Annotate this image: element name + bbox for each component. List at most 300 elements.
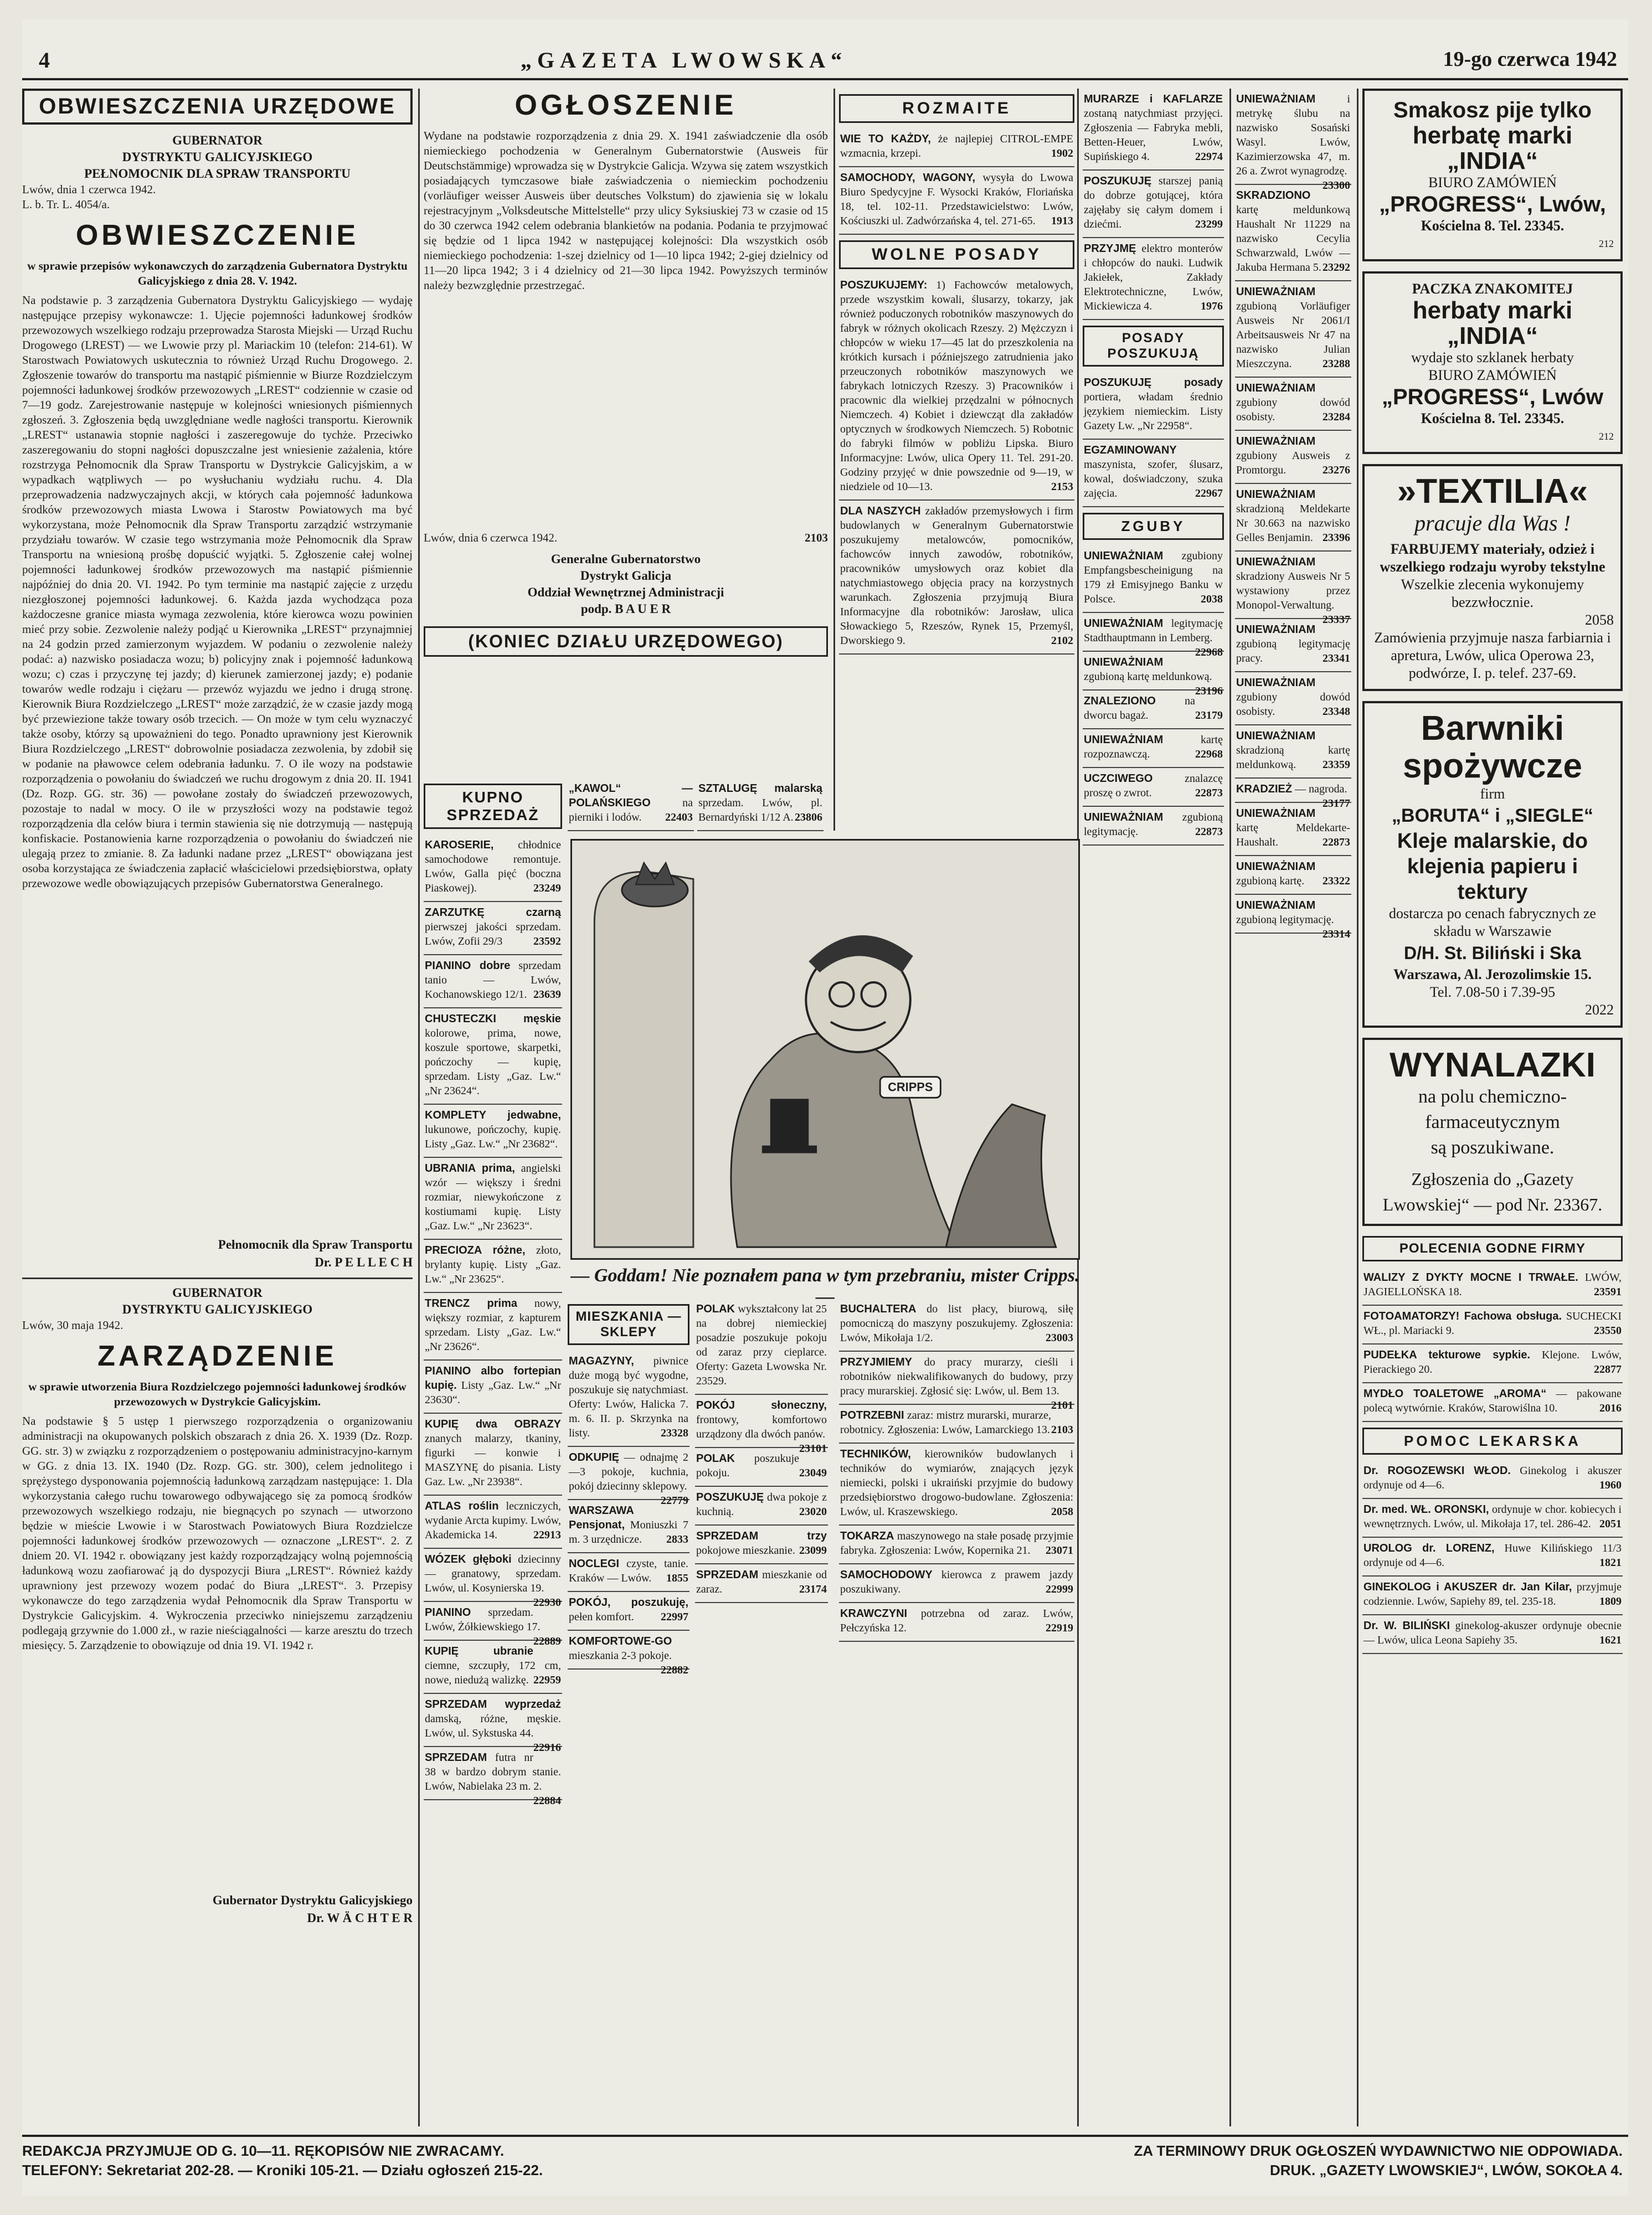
classified-ad <box>1083 545 1224 613</box>
classified-ad <box>1235 803 1351 856</box>
classified-ad <box>695 1526 828 1564</box>
ad-text: — pakowane polecą wytwórnie. Kraków, Starowiślna 10. <box>1363 1388 1622 1414</box>
ad-text: portiera, władam średnio językiem niemieckim. Listy Gazety Lw. „Nr 22958“. <box>1084 391 1223 432</box>
page-footer <box>22 2135 1628 2178</box>
reference-number: L. b. Tr. L. 4054/a. <box>22 198 110 211</box>
housing-ads-column <box>568 1299 689 2126</box>
order-subtitle: w sprawie utworzenia Biura Rozdzielczego pojemności ładunkowej środków przewozowych w Dystrykcie Galicyjskim. <box>28 1380 406 1408</box>
classified-ad <box>1083 238 1224 320</box>
ad-heading: TRENCZ prima <box>425 1297 517 1310</box>
classified-ad <box>424 902 562 955</box>
ad-text: chłodnice samochodowe remontuje. Lwów, Galla pięć (boczna Piaskowej). <box>425 839 561 894</box>
ad-number: 22882 <box>661 1664 688 1676</box>
ad-text: pierwszej jakości sprzedam. Lwów, Zofii 29/3 <box>425 921 561 947</box>
announcement-body: Wydane na podstawie rozporządzenia z dnia 29. X. 1941 zaświadczenie dla osób niemieckiego pochodzenia w Generalnym Gubernatorstwie (Ausweis für Deutschstämmige) wprowadza się w Dystrykcie Galicja. Wzywa się zatem wszystkich posiadających tymczasowe białe zaświadczenia o niemieckim pochodzeniu (vorläufiger weisser Ausweis über deutsches Volkstum) do zjawienia się w lokalu rejestracyjnym „Volksdeutsche Mittelstelle“ przy ulicy Syksiuskiej 73 w czasie od 15 do 30 czerwca 1942 celem odebrania blankietów na podania. Podania te przyjmować się będzie od 1 lipca 1942 w następującej kolejności: Dla wszystkich osób niemieckiego pochodzenia: 1-szej dzielnicy od 1—10 lipca 1942; 2-giej dzielnicy od 11—20 lipca 1942; 3 i 4 dzielnicy od 21—30 lipca 1942. Powyższych terminów należy bezwzględnie przestrzegać. <box>424 129 828 292</box>
classified-ad <box>1083 89 1224 171</box>
ad-line: D/H. St. Biliński i Ska <box>1403 943 1582 963</box>
ad-heading: PIANINO <box>425 1606 471 1619</box>
ad-line: dostarcza po cenach fabrycznych ze składu w Warszawie <box>1389 905 1596 939</box>
classified-ad <box>424 955 562 1008</box>
ad-heading: UNIEWAŻNIAM <box>1236 93 1316 105</box>
cartoon-caption: — Goddam! Nie poznałem pana w tym przebraniu, mister Cripps. — <box>570 1265 1080 1307</box>
classified-ad <box>1362 1383 1623 1422</box>
ad-number: 23177 <box>1322 797 1350 810</box>
ad-number: 22930 <box>533 1596 561 1609</box>
ad-line: „PROGRESS“, Lwów <box>1381 385 1604 409</box>
ad-number: 22959 <box>533 1674 561 1686</box>
ad-number: 2153 <box>1051 481 1073 493</box>
classified-ad <box>839 1352 1074 1412</box>
column-divider <box>418 89 420 2126</box>
ad-number: 2051 <box>1599 1518 1622 1530</box>
notice-subtitle: w sprawie przepisów wykonawczych do zarządzenia Gubernatora Dystryktu Galicyjskiego z dnia 28. V. 1942. <box>27 259 408 287</box>
classified-ad <box>839 501 1074 655</box>
classified-ad <box>424 1361 562 1414</box>
ad-heading: POKÓJ słoneczny, <box>696 1399 827 1412</box>
footer-right <box>941 2142 1623 2181</box>
jobs-row-top <box>839 778 1074 839</box>
ad-heading: POLAK <box>696 1303 735 1315</box>
ad-heading: CHUSTECZKI męskie <box>425 1013 561 1025</box>
announcement-number: 2103 <box>805 531 828 544</box>
ad-line: BIURO ZAMÓWIEŃ <box>1428 367 1557 383</box>
classified-ad <box>568 1447 689 1507</box>
classified-ad <box>839 1564 1074 1603</box>
classified-ad <box>839 1405 1074 1444</box>
ad-number: 23292 <box>1322 261 1350 274</box>
ad-number: 23196 <box>1195 685 1223 697</box>
ad-number: 212 <box>1599 431 1614 442</box>
ad-text: pokojowe mieszkanie. <box>696 1544 795 1557</box>
ad-number: 1855 <box>666 1572 688 1584</box>
ad-number: 23249 <box>533 882 561 894</box>
cartoon-label: CRIPPS <box>888 1080 933 1094</box>
ad-text: pełen komfort. <box>569 1611 634 1623</box>
classified-ad <box>424 1008 562 1105</box>
ad-heading: POSZUKUJĘ <box>696 1491 764 1503</box>
classified-ad <box>424 1293 562 1361</box>
ad-text: do list płacy, biurową, siłę pomocniczą do maszyny poszukujemy. Zgłoszenia: Lwów, Mikołaja 1/2. <box>840 1303 1073 1344</box>
ad-heading: UNIEWAŻNIAM <box>1084 811 1164 823</box>
ad-heading: KUPIĘ dwa OBRAZY <box>425 1418 561 1430</box>
ad-text: zaraz: mistrz murarski, murarze, robotnicy. Zgłoszenia: Lwów, Lamarckiego 13. <box>840 1409 1051 1436</box>
ad-heading: UNIEWAŻNIAM <box>1236 807 1316 820</box>
classified-ad <box>1235 856 1351 895</box>
ad-text: maszynowego na stałe posadę przyjmie fabryka. Zgłoszenia: Lwów, Kopernika 21. <box>840 1530 1073 1557</box>
ad-text: damską, różne, męskie. Lwów, ul. Sykstuska 44. <box>425 1713 561 1739</box>
classified-ad <box>1235 431 1351 484</box>
ad-text: zgubioną legitymację. <box>1084 811 1223 838</box>
ad-text: zgubioną kartę. <box>1236 875 1305 887</box>
classified-ad <box>1235 484 1351 552</box>
ad-number: 22873 <box>1322 836 1350 848</box>
classified-ad <box>568 1592 689 1631</box>
ad-number: 22968 <box>1195 646 1223 658</box>
ad-text: poszukuje pokoju. <box>696 1452 799 1479</box>
ad-text: angielski wzór — większy i średni rozmiar, niewykończone z kostiumami kupię. Listy „Gaz. Lw.“ „Nr 23623“. <box>425 1162 561 1232</box>
classified-ad <box>695 1395 828 1455</box>
classified-ad <box>568 778 694 831</box>
classified-ad <box>424 1105 562 1158</box>
ad-text: ciemne, szczupły, 172 cm, nowe, niedużą walizkę. <box>425 1660 561 1686</box>
ad-line: firm <box>1480 786 1505 802</box>
ad-line: „PROGRESS“, Lwów, <box>1379 192 1606 217</box>
india-tea-ad <box>1362 89 1623 261</box>
ad-text: złoto, brylanty kupię. Listy „Gaz. Lw.“ „Nr 23625“. <box>425 1244 561 1285</box>
ad-text: starszej panią do dobrze gotującej, która zajęłaby się całym domem i dziećmi. <box>1084 175 1223 230</box>
wynalazki-ad <box>1362 1038 1623 1226</box>
ad-line: FARBUJEMY materiały, odzież i wszelkiego rodzaju wyroby tekstylne <box>1380 541 1605 575</box>
ad-number: 23020 <box>799 1506 827 1518</box>
ad-text: zgubiony dowód osobisty. <box>1236 396 1350 423</box>
ad-heading: ODKUPIĘ <box>569 1451 620 1464</box>
ad-heading: UNIEWAŻNIAM <box>1236 677 1316 689</box>
ad-line: spożywcze <box>1403 747 1582 785</box>
ad-heading: SAMOCHODY, WAGONY, <box>840 172 976 184</box>
ad-line: są poszukiwane. <box>1430 1137 1555 1158</box>
ad-number: 22997 <box>661 1611 688 1623</box>
classified-ad <box>697 778 824 831</box>
ad-heading: POKÓJ, poszukuję, <box>569 1596 688 1609</box>
ad-text: zgubiony dowód osobisty. <box>1236 691 1350 718</box>
ad-heading: UNIEWAŻNIAM <box>1236 624 1316 636</box>
classified-ad <box>568 1500 689 1553</box>
ad-text: zgubioną legitymację. <box>1236 914 1334 926</box>
classified-ad <box>1235 378 1351 431</box>
ad-heading: KRAWCZYNI <box>840 1608 908 1620</box>
ad-heading: NOCLEGI <box>569 1558 620 1570</box>
ad-number: 23071 <box>1046 1544 1073 1557</box>
ad-number: 1913 <box>1051 215 1073 227</box>
ad-text: kartę rozpoznawczą. <box>1084 734 1223 760</box>
ad-number: 1902 <box>1051 147 1073 159</box>
announcement-signature: Generalne Gubernatorstwo Dystrykt Galicja Oddział Wewnętrznej Administracji podp. B A U E R <box>527 552 724 616</box>
ad-number: 22873 <box>1195 787 1223 799</box>
section-heading-lost: ZGUBY <box>1083 513 1224 540</box>
signature-title-2: Gubernator Dystryktu Galicyjskiego <box>212 1893 413 1907</box>
issuer-2: GUBERNATOR DYSTRYKTU GALICYJSKIEGO <box>122 1286 313 1316</box>
classified-ad <box>839 1444 1074 1526</box>
classified-ad <box>424 1747 562 1807</box>
issuer: GUBERNATOR DYSTRYKTU GALICYJSKIEGO PEŁNOMOCNIK DLA SPRAW TRANSPORTU <box>84 133 351 181</box>
ad-number: 22779 <box>661 1495 688 1507</box>
page-number: 4 <box>39 48 50 73</box>
ad-text: wykształcony lat 25 na dobrej niemieckiej posadzie poszukuje pokoju od zaraz przy cieplarce. Oferty: Gazeta Lwowska Nr. 23529. <box>696 1303 827 1387</box>
ad-number: 2102 <box>1051 635 1073 647</box>
classified-ad <box>1083 807 1224 846</box>
ad-heading: KOMPLETY jedwabne, <box>425 1109 561 1121</box>
classified-ad <box>839 1299 1074 1352</box>
ad-heading: DLA NASZYCH <box>840 505 921 517</box>
ad-heading: SPRZEDAM <box>696 1569 759 1581</box>
ad-number: 23550 <box>1594 1325 1622 1337</box>
ad-heading: UNIEWAŻNIAM <box>1236 286 1316 298</box>
ad-heading: PUDEŁKA tekturowe sypkie. <box>1363 1349 1531 1361</box>
cartoon-drawing <box>572 841 1078 1258</box>
ad-number: 23284 <box>1322 411 1350 423</box>
ad-heading: Dr. med. WŁ. ORONSKI, <box>1363 1503 1489 1516</box>
ad-number: 23276 <box>1322 464 1350 476</box>
classified-ad <box>1235 672 1351 725</box>
classified-ad <box>1235 895 1351 940</box>
ad-heading: WIE TO KAŻDY, <box>840 133 931 145</box>
signature-name-2: Dr. W Ä C H T E R <box>307 1911 413 1925</box>
classified-ad <box>424 1549 562 1609</box>
ad-heading: KUPIĘ ubranie <box>425 1645 533 1657</box>
classified-ad <box>695 1487 828 1526</box>
classified-ad <box>424 1694 562 1754</box>
ad-text: elektro monterów i chłopców do nauki. Ludwik Jakiełek, Zakłady Elektrotechniczne, Lwów, Mickiewicza 4. <box>1084 243 1223 312</box>
announcement-place-date: Lwów, dnia 6 czerwca 1942. <box>424 531 558 544</box>
order-title: ZARZĄDZENIE <box>97 1340 337 1372</box>
classified-ad <box>1235 619 1351 672</box>
classified-ad <box>1362 1615 1623 1654</box>
classified-ad <box>424 1158 562 1240</box>
ad-text: kolorowe, prima, nowe, koszule sportowe, skarpetki, pończochy — kupię, sprzedam. Listy „Gaz. Lw.“ „Nr 23624“. <box>425 1027 561 1097</box>
classified-ad <box>839 167 1074 235</box>
ad-text: sprzedam. Lwów, Żółkiewskiego 17. <box>425 1606 541 1633</box>
ad-number: 22974 <box>1195 151 1223 163</box>
classified-ad <box>1083 768 1224 807</box>
footer-editorial: REDAKCJA PRZYJMUJE OD G. 10—11. RĘKOPISÓW NIE ZWRACAMY. <box>22 2142 505 2159</box>
ad-text: mieszkanie od zaraz. <box>696 1569 827 1595</box>
ad-number: 22999 <box>1046 1583 1073 1595</box>
classified-ad <box>1235 89 1351 192</box>
classified-ad <box>1083 613 1224 658</box>
ad-line: Kościelna 8. Tel. 23345. <box>1421 218 1564 234</box>
ad-number: 1960 <box>1599 1479 1622 1491</box>
ad-number: 23337 <box>1322 614 1350 626</box>
ad-heading: PRZYJMĘ <box>1084 243 1136 255</box>
ad-text: Listy „Gaz. Lw.“ „Nr 23630“. <box>425 1379 562 1406</box>
classified-ad <box>1362 1460 1623 1499</box>
classified-ad <box>1235 281 1351 378</box>
ad-text: 1) Fachowców metalowych, przede wszystkim kowali, ślusarzy, tokarzy, jak również poduczonych robotników maszynowych do fabryk w różnych okolicach Rzeszy. 2) Mężczyzn i chłopców w wieku 17—45 lat do przeszkolenia na krótkich kursach i późniejszego zatrudnienia jako przeuczonych robotników maszynowych we fabrykach lotniczych Rzeszy. 3) Pracowników i pracownic dla wielkiej przędzalni w północnych Niemczech. 4) Kobiet i dziewcząt dla zakładów optycznych w środkowych Niemczech. 5) Robotnic do fabryki filmów w pobliżu Lipska. Biuro Informacyjne: Lwów, ulica Opery 11. Tel. 291-20. Godziny przyjęć w dnie powszednie od 9—19, w niedziele od 10—13. <box>840 279 1073 493</box>
ad-number: 2833 <box>666 1533 688 1546</box>
classified-ad <box>1362 1345 1623 1383</box>
ad-text: zakładów przemysłowych i firm budowlanych w Generalnym Gubernatorstwie poszukujemy metalowców, pomocników, fachowców innych zawodów, robotników, pracowników umysłowych oraz kobiet dla natychmiastowego objęcia pracy na korzystnych warunkach. Zgłoszenia przyjmują Biura Informacyjne dla robotników: Jarosław, ulica Słowackiego 5, Rzeszów, Rynek 15, Przemyśl, Dworskiego 9. <box>840 505 1073 647</box>
ad-line: BIURO ZAMÓWIEŃ <box>1428 174 1557 190</box>
ad-text: i metrykę ślubu na nazwisko Sosański Wasyl. Lwów, Kazimierzowska 47, m. 26 a. Zwrot wynagrodzę. <box>1236 93 1350 177</box>
ad-text: ordynuje w chor. kobiecych i wewnętrznych. Lwów, ul. Mikołaja 17, tel. 286-42. <box>1363 1503 1622 1530</box>
ad-heading: ZARZUTKĘ czarną <box>425 906 561 919</box>
ad-heading: PRECIOZA różne, <box>425 1244 526 1256</box>
ad-heading: UNIEWAŻNIAM <box>1236 861 1316 873</box>
end-of-official-section: (KONIEC DZIAŁU URZĘDOWEGO) <box>424 626 828 657</box>
ad-text: mieszkania 2-3 pokoje. <box>569 1650 672 1662</box>
classified-ad <box>1235 552 1351 626</box>
ad-heading: SPRZEDAM wyprzedaż <box>425 1698 561 1711</box>
ad-text: dziecinny — granatowy, sprzedam. Lwów, ul. Kosynierska 19. <box>425 1553 561 1594</box>
classified-ad <box>1083 440 1224 507</box>
ad-text: znanych malarzy, tkaniny, figurki — konwie i MASZYNĘ do pisania. Listy Gaz. Lw. „Nr 23938“. <box>425 1433 561 1488</box>
ad-text: na pierniki i lodów. <box>569 797 693 823</box>
ad-heading: FOTOAMATORZY! Fachowa obsługa. <box>1363 1310 1562 1322</box>
ad-heading: EGZAMINOWANY <box>1084 444 1177 456</box>
ad-number: 1621 <box>1599 1634 1622 1646</box>
ad-number: 22889 <box>533 1635 561 1647</box>
classified-ad <box>1083 171 1224 238</box>
ad-heading: SPRZEDAM <box>425 1752 487 1764</box>
ad-heading: UNIEWAŻNIAM <box>1236 556 1316 568</box>
ad-text: skradziony Ausweis Nr 5 wystawiony przez Monopol-Verwaltung. <box>1236 570 1350 611</box>
ads-row-top <box>568 778 828 839</box>
ad-heading: UNIEWAŻNIAM <box>1236 435 1316 447</box>
ad-number: 23174 <box>799 1583 827 1595</box>
ad-text: kartę meldunkową Haushalt Nr 11229 na nazwisko Cecylia Schwarzwald, Lwów — Jakuba Hermana 5. <box>1236 204 1350 274</box>
section-heading-sale: KUPNO SPRZEDAŻ <box>424 784 562 829</box>
ad-text: sprzedam tanio — Lwów, Kochanowskiego 12/1. <box>425 960 561 1001</box>
ad-heading: POSZUKUJEMY: <box>840 279 928 291</box>
section-heading-housing: MIESZKANIA — SKLEPY <box>568 1304 689 1345</box>
classified-ad <box>568 1631 689 1676</box>
column-divider <box>1357 89 1358 2126</box>
ad-heading: Dr. ROGOZEWSKI WŁOD. <box>1363 1465 1511 1477</box>
ad-number: 2101 <box>1051 1399 1073 1412</box>
ad-heading: UNIEWAŻNIAM <box>1236 488 1316 501</box>
ad-heading: Dr. W. BILIŃSKI <box>1363 1620 1450 1632</box>
ad-text: legitymację Stadthauptmann in Lemberg. <box>1084 617 1223 644</box>
ad-heading: MYDŁO TOALETOWE „AROMA“ <box>1363 1388 1547 1400</box>
ad-number: 23341 <box>1322 652 1350 664</box>
ad-number: 2016 <box>1599 1402 1622 1414</box>
jobs-lost-column <box>1083 89 1224 2126</box>
ad-number: 23396 <box>1322 532 1350 544</box>
ad-number: 23099 <box>799 1544 827 1557</box>
ad-heading: POLAK <box>696 1452 735 1465</box>
notice-body: Na podstawie p. 3 zarządzenia Gubernatora Dystryktu Galicyjskiego — wydaję następujące przepisy wykonawcze: 1. Ujęcie pojemności ładunkowej środków przewozowych wszelkiego rodzaju przeprowadza Starosta Miejski — Urząd Ruchu Drogowego (LREST) — we Lwowie przy pl. Mariackim 10 (telefon: 214-61). W Starostwach Powiatowych uskutecznia to również Urząd Ruchu Drogowego. 2. Zgłoszenie towarów do transportu ma nastąpić piśmiennie w Biurze Rozdzielczym pojemności ładunkowej środków przewozowych „LREST“ codziennie w czasie od 7—19 godz. Zarejestrowanie następuje w kolejności wniesionych piśmiennych zgłoszeń. 3. Zgłoszenia będą uwzględniane wedle nagłości transportu. Kierownik „LREST“ ustanawia stopnie nagłości i zaszeregowuje do tychże. Przeciwko zaszeregowaniu do stopni nagłości dopuszczalne jest wniesienie zażalenia, które rozstrzyga Pełnomocnik dla Spraw Transportu w Dystrykcie Galicyjskim, a w wypadkach wątpliwych — po wysłuchaniu wydziału ruchu. 4. Dla przeprowadzenia nadzwyczajnych akcji, w których cała pojemność ładunkowa środków przewozowych miasta Lwowa i Starostw Powiatowych ma być wykorzystana, może Pełnomocnik dla Spraw Transportu zarządzić wstrzymanie przydziału towarów. W czasie tego wstrzymania może Pełnomocnik dla Spraw Transportu na wniesioną prośbę dopuścić wyjątki. 5. Zgłoszenie całej wolnej pojemności ładunkowej środków przewozowych ma nastąpić piśmiennie najpóźniej do dnia 20. VI. 1942. Po tym terminie ma nastąpić zajęcie z urzędu niezgłoszonej pojemności ładunkowej. 6. Każda jazda wychodząca poza każdoczesne granice miasta wymaga zezwolenia, które kierowca wozu powinien mieć przy sobie. Zezwolenie należy podjąć u Kierownika „LREST“ przynajmniej na 24 godzin przed zamierzonym wyjazdem. W podaniu o zezwolenie należy podać: a) nazwisko posiadacza wozu; b) policyjny znak i pojemność ładunkową wozu; c) czas i przyczynę tej jazdy; d) kierunek zamierzonej jazdy; e) podanie towarów wedle rodzaju i ciężaru — przewóz wyjazdu we jedno i drugą stronę. Kierownik Biura Rozdzielczego „LREST“ może zarządzić, że w czasie jazdy mogą być przewiezione także towary osób trzecich. — On może w tym celu wyznaczyć także osoby, którzy są upoważnieni do tego. Ponadto uprawniony jest Kierownik Biura Rozdzielczego „LREST“ dobrowolnie posiadacza zezwolenia, by zdobił się w podanie na pławowce celem odebrania ładunku. 7. O ile wozy na podstawie rozporządzenia o powołaniu do świadczeń we ruchu drogowym z dnia 20. II. 1941 (Dz. Rozp. GG. str. 36) — powołane zostały do świadczeń przewozowych, pozostaje to nadal w mocy. O ile w przyszłości wozy na podstawie tegoż rozporządzenia dla celów biura i termin stawienia się nie dotrzymują — następują konfiskacie. Postanowienia karne rozporządzenia o powołaniu do świadczeń nie ulegają przez to zmianie. 8. Za ładunki nadane przez „LREST“ obowiązana jest osoba korzystająca ze świadczenia zapłacić właścicielowi przedsiębiorstwa, opłaty przewozowe wedle obowiązujących przepisów Gubernatorstwa Generalnego. <box>22 293 413 890</box>
ad-text: skradzioną kartę meldunkową. <box>1236 744 1350 771</box>
classified-ad <box>839 128 1074 167</box>
ad-heading: MAGAZYNY, <box>569 1355 634 1367</box>
ad-heading: UNIEWAŻNIAM <box>1084 617 1164 630</box>
footer-phones: TELEFONY: Sekretariat 202-28. — Kroniki 105-21. — Działu ogłoszeń 215-22. <box>22 2162 543 2178</box>
classified-ad <box>424 835 562 902</box>
ad-heading: ZNALEZIONO <box>1084 695 1156 707</box>
signature-name: Dr. P E L L E C H <box>315 1255 413 1269</box>
ad-heading: UROLOG dr. LORENZ, <box>1363 1542 1495 1554</box>
ad-number: 23003 <box>1046 1332 1073 1344</box>
ad-text: zgubiony Empfangsbescheinigung na 179 zł Emisyjnego Banku w Polsce. <box>1084 550 1223 605</box>
ad-heading: WALIZY Z DYKTY MOCNE I TRWAŁE. <box>1363 1271 1578 1284</box>
ad-text: LWÓW, JAGIELLOŃSKA 18. <box>1363 1271 1622 1298</box>
ad-text: kierowników budowlanych i techników do wymiarów, znających język niemiecki, polski i ukraiński przyjmie do budowy przedsiębiorstwo drogowo-budowlane. Zgłoszenia: Lwów, ul. Kraszewskiego. <box>840 1448 1073 1518</box>
classified-ad <box>1362 1267 1623 1306</box>
ad-heading: „KAWOL“ — POLAŃSKIEGO <box>569 782 693 809</box>
ad-text: frontowy, komfortowo urządzony dla dwóch panów. <box>696 1414 827 1440</box>
classified-ad <box>1083 372 1224 440</box>
ad-number: 2022 <box>1585 1002 1614 1018</box>
ad-line: Kleje malarskie, do klejenia papieru i tektury <box>1397 830 1588 904</box>
ad-number: 23288 <box>1322 358 1350 370</box>
ad-number: 23314 <box>1322 928 1350 940</box>
ad-line: pracuje dla Was ! <box>1414 511 1571 535</box>
column-divider <box>1229 89 1231 2126</box>
ad-text: zgubioną legitymację pracy. <box>1236 638 1350 664</box>
ad-line: Zamówienia przyjmuje nasza farbiarnia i apretura, Lwów, ulica Operowa 23, podwórze, I. p. telef. 237-69. <box>1374 630 1611 681</box>
ad-text: zgubioną kartę meldunkową. <box>1084 671 1212 683</box>
page-header <box>22 19 1628 80</box>
ad-text: wysyła do Lwowa Biuro Spedycyjne F. Wysocki Kraków, Floriańska 18, tel. 102-11. Przedstawicielstwo: Lwów, Kościuszki ul. Zadwórzańska 4, tel. 271-65. <box>840 172 1074 227</box>
ad-text: znalazcę proszę o zwrot. <box>1084 772 1223 799</box>
ad-heading: TOKARZA <box>840 1530 894 1542</box>
lost-items-column <box>1235 89 1351 2126</box>
ad-number: 22403 <box>665 811 693 823</box>
classified-ad <box>424 1414 562 1496</box>
ad-number: 2058 <box>1585 612 1614 628</box>
footer-disclaimer: ZA TERMINOWY DRUK OGŁOSZEŃ WYDAWNICTWO NIE ODPOWIADA. <box>1134 2142 1623 2159</box>
ad-heading: SKRADZIONO <box>1236 189 1311 202</box>
ad-text: kierowca z prawem jazdy poszukiwany. <box>840 1569 1073 1595</box>
newspaper-page <box>22 19 1628 2196</box>
ad-text: ginekolog-akuszer ordynuje obecnie — Lwów, ulica Leona Sapiehy 35. <box>1363 1620 1622 1646</box>
ad-number: 23359 <box>1322 759 1350 771</box>
classified-ad <box>1235 185 1351 281</box>
ad-text: na dworcu bagaż. <box>1084 695 1195 722</box>
ad-line: Warszawa, Al. Jerozolimskie 15. <box>1393 966 1592 982</box>
ad-line: „BORUTA“ i „SIEGLE“ <box>1392 805 1593 826</box>
ad-text: maszynista, szofer, ślusarz, kowal, doświadczony, szuka zajęcia. <box>1084 459 1223 499</box>
ad-heading: UBRANIA prima, <box>425 1162 515 1175</box>
ad-text: dwa pokoje z kuchnią. <box>696 1491 827 1518</box>
jobs-ads-column-lower <box>839 1299 1074 2126</box>
ad-line: WYNALAZKI <box>1389 1046 1596 1084</box>
section-heading-medical: POMOC LEKARSKA <box>1362 1428 1623 1455</box>
ad-number: 22916 <box>533 1742 561 1754</box>
place-date: Lwów, dnia 1 czerwca 1942. <box>22 183 156 196</box>
classified-ad <box>839 275 1074 501</box>
ad-heading: GINEKOLOG i AKUSZER dr. Jan Kilar, <box>1363 1581 1572 1593</box>
classified-ad <box>424 1496 562 1549</box>
ad-text: zgubioną Vorläufiger Ausweis Nr 2061/I Arbeitsausweis Nr 47 na nazwisko Julian Mieszczyna. <box>1236 300 1350 370</box>
ad-number: 23300 <box>1322 179 1350 192</box>
ad-heading: WARSZAWA Pensjonat, <box>569 1505 634 1531</box>
ad-number: 1976 <box>1201 300 1223 312</box>
section-heading: OBWIESZCZENIA URZĘDOWE <box>22 89 413 125</box>
official-notices-column <box>22 89 413 2126</box>
ad-text: leczniczych, wydanie Arcta kupimy. Lwów, Akademicka 14. <box>425 1500 561 1541</box>
ad-number: 22913 <box>533 1529 561 1541</box>
ad-text: Ginekolog i akuszer ordynuje od 4—6. <box>1363 1465 1622 1491</box>
classified-ad <box>1235 779 1351 810</box>
classified-ad <box>424 1641 562 1694</box>
ad-line: Wszelkie zlecenia wykonujemy bezzwłocznie. <box>1401 576 1584 610</box>
announcement-heading: OGŁOSZENIE <box>514 89 737 121</box>
announcement-column <box>424 89 828 831</box>
display-ads-column <box>1362 89 1623 2126</box>
ad-heading: KRADZIEŻ <box>1236 783 1293 795</box>
ad-number: 23179 <box>1195 709 1223 722</box>
ad-heading: POSZUKUJĘ posady <box>1084 377 1223 389</box>
ad-number: 22873 <box>1195 826 1223 838</box>
footer-left <box>22 2142 853 2181</box>
ad-heading: UCZCIWEGO <box>1084 772 1153 785</box>
ad-line: »TEXTILIA« <box>1397 472 1588 511</box>
classified-ad <box>424 1240 562 1293</box>
ad-line: herbaty marki „INDIA“ <box>1412 297 1573 349</box>
ad-text: zgubiony Ausweis z Promtorgu. <box>1236 450 1350 476</box>
ad-text: do pracy murarzy, cieśli i robotników niekwalifikowanych do budowy, przy pracy murarskiej. Zgłosić się: Lwów, ul. Bem 13. <box>840 1356 1074 1397</box>
ad-number: 23639 <box>533 988 561 1001</box>
classified-ad <box>1362 1577 1623 1615</box>
ad-line: PACZKA ZNAKOMITEJ <box>1412 281 1573 297</box>
ad-number: 22919 <box>1046 1622 1073 1634</box>
ad-heading: UNIEWAŻNIAM <box>1084 734 1164 746</box>
ad-number: 23328 <box>661 1427 688 1439</box>
ad-heading: PRZYJMIEMY <box>840 1356 913 1368</box>
ad-text: piwnice duże mogą być wygodne, poszukuje się natychmiast. Oferty: Lwów, Halicka 7. m. 6. II. p. Skrzynka na listy. <box>569 1355 688 1439</box>
notice-title: OBWIESZCZENIE <box>75 219 359 251</box>
